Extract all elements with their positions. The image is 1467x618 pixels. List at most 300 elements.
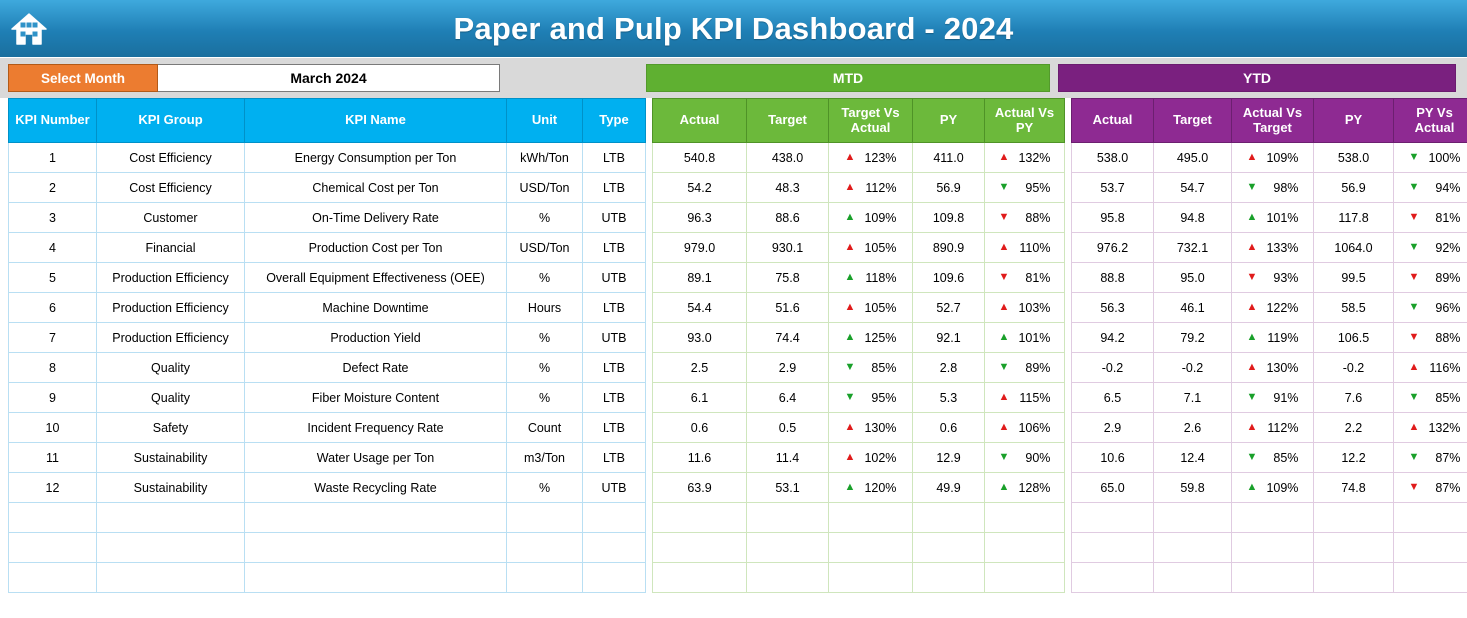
variance-percent: 85%: [1435, 390, 1461, 405]
kpi-name-cell: Production Cost per Ton: [245, 233, 507, 263]
variance-percent: 112%: [1267, 420, 1299, 435]
variance-arrow-icon: ▲: [844, 481, 856, 493]
variance-arrow-icon: ▼: [1408, 151, 1420, 163]
kpi-type-cell: LTB: [583, 173, 646, 203]
ytd-header-row: [1072, 99, 1467, 143]
empty-cell: [653, 533, 747, 563]
variance-arrow-icon: ▲: [1246, 481, 1258, 493]
variance-percent: 116%: [1429, 360, 1461, 375]
mtd-py-cell: 0.6: [913, 413, 985, 443]
empty-cell: [913, 503, 985, 533]
ytd-actual-cell: 53.7: [1072, 173, 1154, 203]
mtd-target-cell: 51.6: [747, 293, 829, 323]
table-row: [653, 173, 1065, 203]
ytd-actual-cell: 65.0: [1072, 473, 1154, 503]
kpi-unit-cell: %: [507, 203, 583, 233]
variance-percent: 110%: [1019, 240, 1051, 255]
variance-arrow-icon: ▼: [1408, 241, 1420, 253]
kpi-info-body: [9, 143, 646, 593]
variance-percent: 118%: [865, 270, 897, 285]
table-row: [653, 293, 1065, 323]
mtd-target-cell: 11.4: [747, 443, 829, 473]
variance-cell: [1394, 413, 1467, 443]
empty-row: [653, 533, 1065, 563]
kpi-group-cell: Production Efficiency: [97, 263, 245, 293]
empty-cell: [829, 533, 913, 563]
kpi-type-cell: LTB: [583, 413, 646, 443]
variance-percent: 87%: [1435, 450, 1461, 465]
empty-cell: [653, 503, 747, 533]
variance-arrow-icon: ▲: [1246, 421, 1258, 433]
variance-percent: 115%: [1019, 390, 1051, 405]
mtd-target-cell: 0.5: [747, 413, 829, 443]
ytd-target-cell: 732.1: [1154, 233, 1232, 263]
variance-cell: [1394, 263, 1467, 293]
kpi-group-cell: Quality: [97, 383, 245, 413]
col-mtd-actual-vs-py: Actual Vs PY: [985, 99, 1065, 143]
ytd-target-cell: 94.8: [1154, 203, 1232, 233]
kpi-group-cell: Production Efficiency: [97, 323, 245, 353]
mtd-target-cell: 930.1: [747, 233, 829, 263]
variance-percent: 100%: [1428, 150, 1461, 165]
table-row: [653, 203, 1065, 233]
variance-arrow-icon: ▲: [844, 331, 856, 343]
variance-cell: [1232, 473, 1314, 503]
table-row: [653, 323, 1065, 353]
col-ytd-py: PY: [1314, 99, 1394, 143]
ytd-target-cell: 7.1: [1154, 383, 1232, 413]
variance-cell: [985, 293, 1065, 323]
table-row: [1072, 443, 1467, 473]
ytd-actual-cell: 88.8: [1072, 263, 1154, 293]
kpi-type-cell: LTB: [583, 383, 646, 413]
variance-percent: 105%: [864, 240, 897, 255]
page-title: Paper and Pulp KPI Dashboard - 2024: [453, 10, 1014, 46]
variance-arrow-icon: ▲: [998, 241, 1010, 253]
variance-cell: [1232, 203, 1314, 233]
kpi-number-cell: 6: [9, 293, 97, 323]
ytd-target-cell: 79.2: [1154, 323, 1232, 353]
variance-arrow-icon: ▼: [1408, 451, 1420, 463]
ytd-py-cell: 117.8: [1314, 203, 1394, 233]
mtd-py-cell: 109.6: [913, 263, 985, 293]
empty-row: [1072, 533, 1467, 563]
kpi-type-cell: UTB: [583, 323, 646, 353]
empty-cell: [1154, 503, 1232, 533]
empty-cell: [9, 503, 97, 533]
mtd-py-cell: 49.9: [913, 473, 985, 503]
ytd-target-cell: -0.2: [1154, 353, 1232, 383]
empty-cell: [97, 533, 245, 563]
ytd-py-cell: 7.6: [1314, 383, 1394, 413]
empty-cell: [829, 563, 913, 593]
ytd-py-cell: 56.9: [1314, 173, 1394, 203]
variance-arrow-icon: ▲: [998, 421, 1010, 433]
variance-arrow-icon: ▲: [1246, 151, 1258, 163]
table-row: [653, 233, 1065, 263]
empty-cell: [1394, 563, 1467, 593]
kpi-unit-cell: %: [507, 473, 583, 503]
variance-percent: 85%: [871, 360, 897, 375]
kpi-number-cell: 9: [9, 383, 97, 413]
empty-cell: [913, 533, 985, 563]
variance-percent: 112%: [865, 180, 897, 195]
kpi-unit-cell: m3/Ton: [507, 443, 583, 473]
mtd-target-cell: 438.0: [747, 143, 829, 173]
ytd-target-cell: 59.8: [1154, 473, 1232, 503]
mtd-py-cell: 5.3: [913, 383, 985, 413]
variance-percent: 81%: [1435, 210, 1461, 225]
table-row: [9, 173, 646, 203]
empty-cell: [1314, 563, 1394, 593]
kpi-unit-cell: USD/Ton: [507, 233, 583, 263]
month-selector[interactable]: [8, 64, 500, 92]
variance-arrow-icon: ▼: [844, 361, 856, 373]
variance-cell: [1232, 263, 1314, 293]
empty-cell: [583, 563, 646, 593]
variance-cell: [829, 173, 913, 203]
empty-cell: [1072, 533, 1154, 563]
col-ytd-actual: Actual: [1072, 99, 1154, 143]
ytd-target-cell: 12.4: [1154, 443, 1232, 473]
variance-arrow-icon: ▲: [844, 421, 856, 433]
page-header: [0, 0, 1467, 58]
col-kpi-number: KPI Number: [9, 99, 97, 143]
table-row: [9, 323, 646, 353]
kpi-name-cell: Production Yield: [245, 323, 507, 353]
ytd-py-cell: 58.5: [1314, 293, 1394, 323]
table-row: [653, 353, 1065, 383]
variance-percent: 125%: [864, 330, 897, 345]
variance-arrow-icon: ▲: [998, 301, 1010, 313]
kpi-number-cell: 12: [9, 473, 97, 503]
variance-cell: [1394, 323, 1467, 353]
mtd-target-cell: 74.4: [747, 323, 829, 353]
ytd-py-cell: 12.2: [1314, 443, 1394, 473]
table-row: [1072, 473, 1467, 503]
empty-cell: [97, 503, 245, 533]
selected-month-value[interactable]: March 2024: [158, 64, 500, 92]
variance-cell: [1232, 173, 1314, 203]
empty-cell: [829, 503, 913, 533]
empty-cell: [1154, 533, 1232, 563]
variance-arrow-icon: ▲: [844, 451, 856, 463]
empty-cell: [583, 503, 646, 533]
empty-cell: [1394, 503, 1467, 533]
table-row: [9, 443, 646, 473]
mtd-target-cell: 48.3: [747, 173, 829, 203]
variance-percent: 128%: [1018, 480, 1051, 495]
col-kpi-group: KPI Group: [97, 99, 245, 143]
kpi-unit-cell: USD/Ton: [507, 173, 583, 203]
kpi-type-cell: LTB: [583, 233, 646, 263]
kpi-unit-cell: %: [507, 323, 583, 353]
table-row: [1072, 203, 1467, 233]
variance-arrow-icon: ▲: [1408, 361, 1420, 373]
kpi-number-cell: 8: [9, 353, 97, 383]
variance-arrow-icon: ▲: [1408, 421, 1420, 433]
col-kpi-name: KPI Name: [245, 99, 507, 143]
mtd-py-cell: 411.0: [913, 143, 985, 173]
ytd-py-cell: 74.8: [1314, 473, 1394, 503]
mtd-actual-cell: 2.5: [653, 353, 747, 383]
mtd-actual-cell: 0.6: [653, 413, 747, 443]
empty-row: [1072, 503, 1467, 533]
empty-cell: [245, 563, 507, 593]
kpi-unit-cell: Hours: [507, 293, 583, 323]
kpi-type-cell: UTB: [583, 263, 646, 293]
mtd-actual-cell: 63.9: [653, 473, 747, 503]
ytd-actual-cell: 6.5: [1072, 383, 1154, 413]
kpi-name-cell: On-Time Delivery Rate: [245, 203, 507, 233]
col-ytd-target: Target: [1154, 99, 1232, 143]
variance-arrow-icon: ▲: [998, 331, 1010, 343]
kpi-name-cell: Energy Consumption per Ton: [245, 143, 507, 173]
mtd-py-cell: 890.9: [913, 233, 985, 263]
ytd-actual-cell: 2.9: [1072, 413, 1154, 443]
ytd-target-cell: 46.1: [1154, 293, 1232, 323]
kpi-type-cell: LTB: [583, 143, 646, 173]
ytd-py-cell: 538.0: [1314, 143, 1394, 173]
kpi-number-cell: 5: [9, 263, 97, 293]
mtd-target-cell: 53.1: [747, 473, 829, 503]
kpi-unit-cell: %: [507, 263, 583, 293]
empty-cell: [9, 563, 97, 593]
table-row: [1072, 323, 1467, 353]
kpi-type-cell: UTB: [583, 473, 646, 503]
table-row: [1072, 413, 1467, 443]
kpi-group-cell: Customer: [97, 203, 245, 233]
variance-percent: 106%: [1018, 420, 1051, 435]
variance-cell: [985, 233, 1065, 263]
empty-cell: [97, 563, 245, 593]
empty-cell: [507, 533, 583, 563]
variance-percent: 103%: [1018, 300, 1051, 315]
mtd-actual-cell: 11.6: [653, 443, 747, 473]
kpi-unit-cell: kWh/Ton: [507, 143, 583, 173]
table-row: [1072, 293, 1467, 323]
kpi-type-cell: LTB: [583, 293, 646, 323]
empty-row: [9, 563, 646, 593]
ytd-target-cell: 95.0: [1154, 263, 1232, 293]
variance-arrow-icon: ▲: [998, 391, 1010, 403]
variance-arrow-icon: ▼: [1246, 391, 1258, 403]
variance-cell: [985, 143, 1065, 173]
kpi-group-cell: Production Efficiency: [97, 293, 245, 323]
kpi-name-cell: Fiber Moisture Content: [245, 383, 507, 413]
table-row: [9, 383, 646, 413]
variance-percent: 98%: [1273, 180, 1299, 195]
variance-percent: 133%: [1266, 240, 1299, 255]
variance-arrow-icon: ▼: [1408, 391, 1420, 403]
variance-cell: [1232, 323, 1314, 353]
variance-cell: [1394, 353, 1467, 383]
kpi-unit-cell: Count: [507, 413, 583, 443]
table-row: [1072, 383, 1467, 413]
variance-percent: 123%: [864, 150, 897, 165]
variance-arrow-icon: ▲: [1246, 211, 1258, 223]
col-mtd-target: Target: [747, 99, 829, 143]
variance-arrow-icon: ▼: [1408, 301, 1420, 313]
table-row: [653, 143, 1065, 173]
table-row: [653, 413, 1065, 443]
variance-cell: [985, 443, 1065, 473]
variance-arrow-icon: ▼: [998, 181, 1010, 193]
mtd-actual-cell: 979.0: [653, 233, 747, 263]
variance-cell: [985, 203, 1065, 233]
empty-cell: [747, 563, 829, 593]
variance-percent: 85%: [1273, 450, 1299, 465]
empty-row: [1072, 563, 1467, 593]
variance-percent: 88%: [1435, 330, 1461, 345]
mtd-py-cell: 56.9: [913, 173, 985, 203]
variance-arrow-icon: ▼: [1408, 271, 1420, 283]
variance-arrow-icon: ▼: [1408, 181, 1420, 193]
empty-cell: [583, 533, 646, 563]
variance-percent: 95%: [1025, 180, 1051, 195]
variance-percent: 93%: [1273, 270, 1299, 285]
empty-cell: [985, 563, 1065, 593]
variance-percent: 132%: [1018, 150, 1051, 165]
table-row: [9, 233, 646, 263]
variance-cell: [985, 473, 1065, 503]
variance-cell: [1394, 443, 1467, 473]
variance-cell: [1232, 233, 1314, 263]
variance-cell: [829, 353, 913, 383]
mtd-actual-cell: 93.0: [653, 323, 747, 353]
kpi-name-cell: Water Usage per Ton: [245, 443, 507, 473]
col-type: Type: [583, 99, 646, 143]
kpi-group-cell: Sustainability: [97, 443, 245, 473]
empty-cell: [1154, 563, 1232, 593]
ytd-actual-cell: 94.2: [1072, 323, 1154, 353]
variance-cell: [829, 263, 913, 293]
kpi-number-cell: 4: [9, 233, 97, 263]
empty-cell: [507, 563, 583, 593]
variance-percent: 96%: [1435, 300, 1461, 315]
empty-cell: [913, 563, 985, 593]
kpi-name-cell: Chemical Cost per Ton: [245, 173, 507, 203]
table-row: [9, 413, 646, 443]
variance-cell: [829, 293, 913, 323]
kpi-group-cell: Cost Efficiency: [97, 173, 245, 203]
variance-arrow-icon: ▼: [1246, 451, 1258, 463]
ytd-py-cell: 2.2: [1314, 413, 1394, 443]
mtd-target-cell: 6.4: [747, 383, 829, 413]
variance-cell: [829, 143, 913, 173]
kpi-type-cell: UTB: [583, 203, 646, 233]
variance-percent: 101%: [1018, 330, 1051, 345]
mtd-target-cell: 88.6: [747, 203, 829, 233]
kpi-unit-cell: %: [507, 353, 583, 383]
table-row: [1072, 233, 1467, 263]
ytd-py-cell: 106.5: [1314, 323, 1394, 353]
variance-arrow-icon: ▼: [844, 391, 856, 403]
variance-cell: [985, 323, 1065, 353]
mtd-actual-cell: 89.1: [653, 263, 747, 293]
variance-cell: [829, 323, 913, 353]
variance-cell: [829, 443, 913, 473]
home-icon[interactable]: [0, 0, 58, 58]
mtd-actual-cell: 6.1: [653, 383, 747, 413]
empty-cell: [245, 533, 507, 563]
variance-arrow-icon: ▲: [1246, 331, 1258, 343]
variance-cell: [1232, 293, 1314, 323]
variance-percent: 132%: [1428, 420, 1461, 435]
ytd-py-cell: 99.5: [1314, 263, 1394, 293]
variance-percent: 109%: [864, 210, 897, 225]
kpi-group-cell: Safety: [97, 413, 245, 443]
variance-percent: 90%: [1025, 450, 1051, 465]
variance-arrow-icon: ▲: [998, 151, 1010, 163]
table-row: [1072, 353, 1467, 383]
ytd-table: [1071, 98, 1467, 593]
mtd-actual-cell: 54.4: [653, 293, 747, 323]
variance-percent: 120%: [864, 480, 897, 495]
variance-arrow-icon: ▲: [844, 151, 856, 163]
ytd-actual-cell: 10.6: [1072, 443, 1154, 473]
mtd-header-row: [653, 99, 1065, 143]
mtd-actual-cell: 54.2: [653, 173, 747, 203]
variance-percent: 101%: [1266, 210, 1299, 225]
variance-percent: 102%: [864, 450, 897, 465]
table-row: [1072, 263, 1467, 293]
empty-cell: [653, 563, 747, 593]
ytd-py-cell: -0.2: [1314, 353, 1394, 383]
variance-arrow-icon: ▼: [998, 361, 1010, 373]
ytd-py-cell: 1064.0: [1314, 233, 1394, 263]
empty-cell: [1314, 503, 1394, 533]
variance-percent: 94%: [1435, 180, 1461, 195]
variance-percent: 130%: [864, 420, 897, 435]
mtd-target-cell: 75.8: [747, 263, 829, 293]
variance-percent: 88%: [1025, 210, 1051, 225]
table-row: [653, 263, 1065, 293]
variance-cell: [1394, 173, 1467, 203]
variance-percent: 105%: [864, 300, 897, 315]
table-row: [653, 443, 1065, 473]
ytd-actual-cell: 56.3: [1072, 293, 1154, 323]
ytd-actual-cell: 976.2: [1072, 233, 1154, 263]
variance-cell: [985, 353, 1065, 383]
variance-cell: [985, 383, 1065, 413]
kpi-group-cell: Quality: [97, 353, 245, 383]
control-band: [0, 58, 1467, 98]
variance-cell: [1232, 443, 1314, 473]
variance-arrow-icon: ▲: [1246, 361, 1258, 373]
table-row: [9, 353, 646, 383]
kpi-number-cell: 3: [9, 203, 97, 233]
variance-arrow-icon: ▲: [844, 181, 856, 193]
ytd-actual-cell: 538.0: [1072, 143, 1154, 173]
col-mtd-target-vs-actual: Target Vs Actual: [829, 99, 913, 143]
kpi-name-cell: Waste Recycling Rate: [245, 473, 507, 503]
table-row: [9, 203, 646, 233]
variance-percent: 122%: [1266, 300, 1299, 315]
empty-cell: [1232, 533, 1314, 563]
col-mtd-actual: Actual: [653, 99, 747, 143]
mtd-table: [652, 98, 1065, 593]
variance-percent: 81%: [1025, 270, 1051, 285]
variance-arrow-icon: ▲: [844, 211, 856, 223]
empty-cell: [245, 503, 507, 533]
variance-percent: 109%: [1266, 150, 1299, 165]
kpi-type-cell: LTB: [583, 353, 646, 383]
ytd-target-cell: 2.6: [1154, 413, 1232, 443]
table-row: [9, 293, 646, 323]
mtd-banner: MTD: [646, 64, 1050, 92]
table-row: [1072, 173, 1467, 203]
